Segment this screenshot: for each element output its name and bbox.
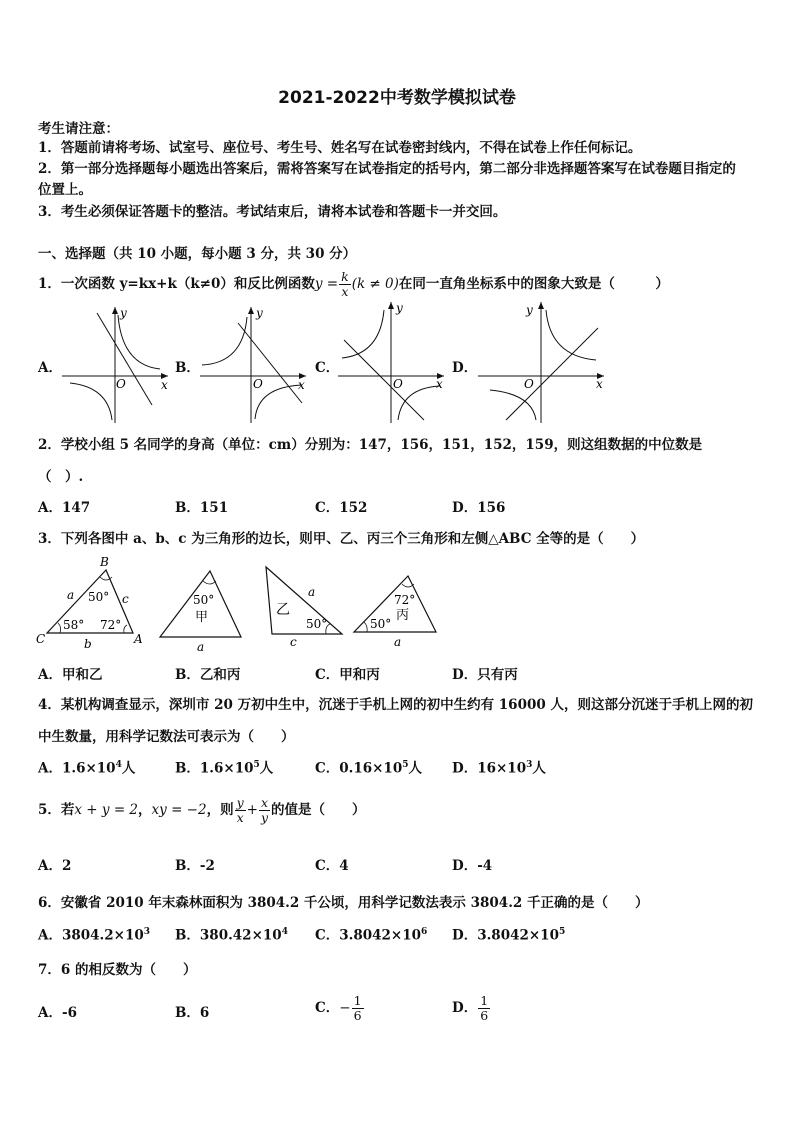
svg-text:c: c bbox=[122, 592, 129, 606]
question-4-cont: 中生数量，用科学记数法可表示为（ ） bbox=[38, 729, 295, 745]
q5-option-b: B．-2 bbox=[175, 858, 215, 874]
q2-option-b: B．151 bbox=[175, 500, 229, 516]
q3-triangle-jia bbox=[155, 565, 245, 655]
q6-option-d: D．$3.8042\times 10^5$ bbox=[452, 927, 566, 944]
question-4: 4．某机构调查显示，深圳市 20 万初中生中，沉迷于手机上网的初中生约有 16000 人，则这部分沉迷于手机上网的初 bbox=[38, 697, 753, 713]
svg-text:a: a bbox=[394, 635, 402, 649]
svg-text:72°: 72° bbox=[394, 593, 416, 607]
q7-option-d: D． $\frac{1}{6}$ bbox=[452, 993, 489, 1023]
svg-text:A: A bbox=[134, 632, 143, 646]
q6-option-a: A．$3804.2\times 10^3$ bbox=[38, 927, 151, 944]
svg-text:O: O bbox=[253, 377, 263, 391]
svg-text:x: x bbox=[298, 378, 305, 392]
q1-option-d: D． bbox=[452, 360, 478, 376]
notice-item-2-cont: 位置上。 bbox=[38, 182, 92, 198]
q3-option-d: D．只有丙 bbox=[452, 667, 518, 683]
q1-fraction: $\frac{k}{x}$ bbox=[341, 269, 349, 299]
svg-text:甲: 甲 bbox=[195, 610, 209, 625]
svg-text:丙: 丙 bbox=[396, 608, 410, 623]
q1-y-eq: y = bbox=[314, 275, 339, 292]
svg-text:50°: 50° bbox=[306, 617, 328, 631]
svg-text:a: a bbox=[197, 640, 205, 654]
q3-option-a: A．甲和乙 bbox=[38, 667, 103, 683]
svg-text:O: O bbox=[393, 377, 403, 391]
svg-text:a: a bbox=[67, 588, 75, 602]
q2-option-a: A．147 bbox=[38, 500, 91, 516]
q2-option-d: D．156 bbox=[452, 500, 506, 516]
question-5: 5．若x + y = 2，xy = −2，则 $\frac{y}{x}$ + $\frac{x}{y}$ 的值是（ ） bbox=[38, 795, 366, 825]
svg-text:B: B bbox=[100, 555, 109, 569]
q7-option-a: A．-6 bbox=[38, 1005, 77, 1021]
question-7: 7．6 的相反数为（ ） bbox=[38, 962, 197, 978]
q3-triangle-bing bbox=[350, 570, 440, 650]
q1-graph-b bbox=[198, 305, 308, 425]
svg-text:b: b bbox=[84, 637, 92, 651]
notice-item-2: 2．第一部分选择题每小题选出答案后，需将答案写在试卷指定的括号内，第二部分非选择题答案写在试卷题目指定的 bbox=[38, 161, 736, 177]
q4-option-c: C．$0.16\times 10^5$人 bbox=[315, 760, 422, 777]
notice-item-1: 1．答题前请将考场、试室号、座位号、考生号、姓名写在试卷密封线内，不得在试卷上作任何标记。 bbox=[38, 140, 642, 156]
q5-fraction-2: $\frac{x}{y}$ bbox=[260, 795, 269, 825]
svg-text:乙: 乙 bbox=[276, 602, 290, 618]
q6-option-b: B．$380.42\times 10^4$ bbox=[175, 927, 288, 944]
notice-item-3: 3．考生必须保证答题卡的整洁。考试结束后，请将本试卷和答题卡一并交回。 bbox=[38, 204, 507, 220]
svg-text:y: y bbox=[526, 303, 533, 317]
page-title: 2021-2022中考数学模拟试卷 bbox=[278, 88, 516, 108]
notice-heading: 考生请注意： bbox=[38, 121, 119, 137]
svg-text:O: O bbox=[524, 377, 534, 391]
q4-option-d: D．$16\times 10^3$人 bbox=[452, 760, 546, 777]
question-1 bbox=[38, 270, 669, 299]
svg-text:x: x bbox=[161, 378, 168, 392]
q5-eq2: xy = −2 bbox=[151, 801, 207, 818]
svg-text:y: y bbox=[396, 301, 403, 315]
section-heading: 一、选择题（共 10 小题，每小题 3 分，共 30 分） bbox=[38, 246, 357, 262]
q6-option-c: C．$3.8042\times 10^6$ bbox=[315, 927, 428, 944]
q5-eq1: x + y = 2 bbox=[74, 801, 139, 818]
q7-option-b: B．6 bbox=[175, 1005, 210, 1021]
q5-option-c: C．4 bbox=[315, 858, 349, 874]
q1-option-c: C． bbox=[315, 360, 340, 376]
q1-post: 在同一直角坐标系中的图象大致是（ ） bbox=[398, 275, 669, 292]
svg-text:a: a bbox=[308, 585, 316, 599]
q1-cond: (k ≠ 0) bbox=[351, 275, 399, 292]
q4-option-b: B．$1.6\times 10^5$人 bbox=[175, 760, 274, 777]
q4-option-a: A．$1.6\times 10^4$人 bbox=[38, 760, 136, 777]
q5-option-d: D．-4 bbox=[452, 858, 493, 874]
q1-pre: 1．一次函数 y=kx+k（k≠0）和反比例函数 bbox=[38, 275, 315, 292]
q1-option-a: A． bbox=[38, 360, 62, 376]
q3-option-c: C．甲和丙 bbox=[315, 667, 380, 683]
question-2-cont: （ ）. bbox=[38, 469, 84, 485]
svg-text:x: x bbox=[596, 377, 603, 391]
svg-text:50°: 50° bbox=[370, 617, 392, 631]
svg-text:72°: 72° bbox=[100, 618, 122, 632]
q5-fraction-1: $\frac{y}{x}$ bbox=[236, 795, 244, 825]
svg-text:c: c bbox=[290, 635, 297, 649]
svg-text:y: y bbox=[120, 306, 127, 320]
svg-text:50°: 50° bbox=[193, 593, 215, 607]
svg-text:O: O bbox=[116, 377, 126, 391]
q7-option-c: C．− $\frac{1}{6}$ bbox=[315, 993, 362, 1023]
svg-text:50°: 50° bbox=[88, 590, 110, 604]
q3-triangle-yi bbox=[258, 562, 348, 647]
q1-option-b: B． bbox=[175, 360, 200, 376]
q3-triangle-abc bbox=[30, 555, 150, 650]
q1-graph-c bbox=[336, 300, 446, 425]
q3-option-b: B．乙和丙 bbox=[175, 667, 241, 683]
q1-graph-a bbox=[60, 305, 170, 425]
question-3: 3．下列各图中 a、b、c 为三角形的边长，则甲、乙、丙三个三角形和左侧△ABC 全等的是（ ） bbox=[38, 531, 645, 547]
question-2: 2．学校小组 5 名同学的身高（单位：cm）分别为：147，156，151，152，159，则这组数据的中位数是 bbox=[38, 437, 703, 453]
q1-graph-d bbox=[476, 300, 606, 425]
svg-text:x: x bbox=[436, 377, 443, 391]
q2-option-c: C．152 bbox=[315, 500, 368, 516]
svg-text:y: y bbox=[256, 306, 263, 320]
q5-option-a: A．2 bbox=[38, 858, 72, 874]
question-6: 6．安徽省 2010 年末森林面积为 3804.2 千公顷，用科学记数法表示 3804.2 千正确的是（ ） bbox=[38, 895, 649, 911]
svg-text:58°: 58° bbox=[63, 618, 85, 632]
svg-text:C: C bbox=[36, 632, 46, 646]
